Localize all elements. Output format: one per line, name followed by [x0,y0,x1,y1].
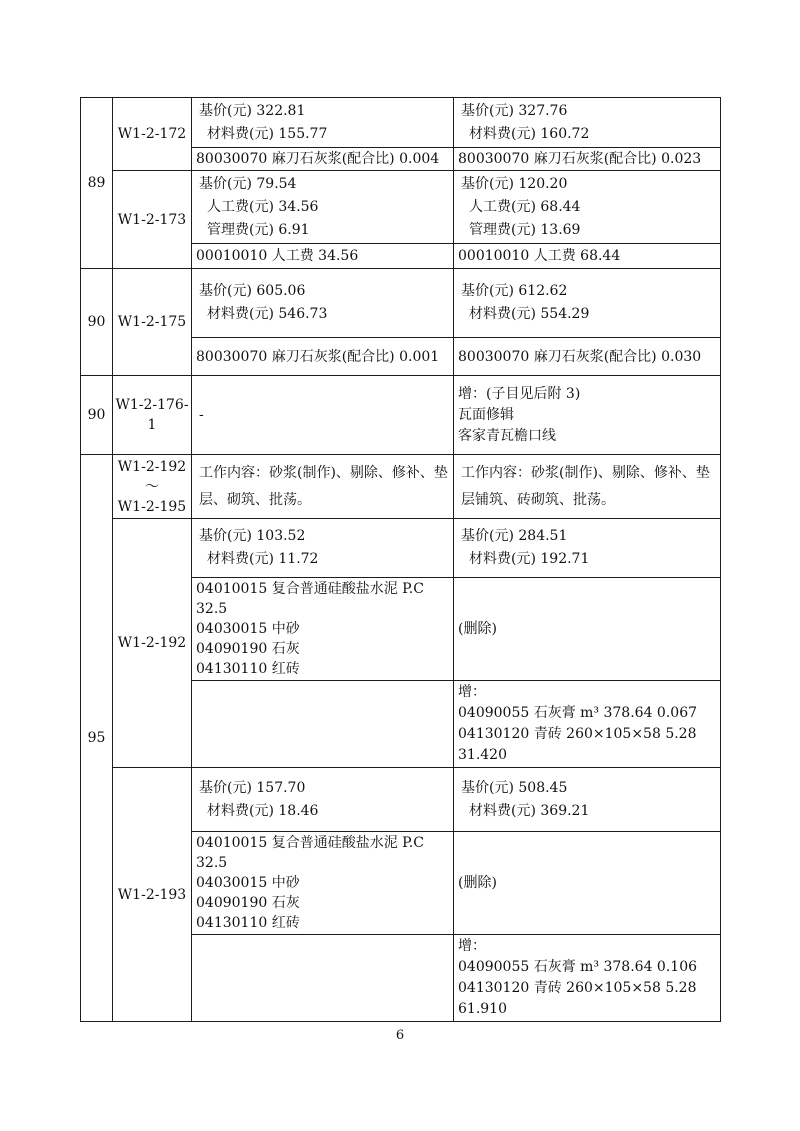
item-code-cell: W1-2-172 [113,98,192,171]
text-line: 61.910 [458,1001,507,1017]
text-line: 04130110 红砖 [196,915,300,931]
text-line: 人工费(元) 68.44 [469,198,581,215]
item-code-cell: W1-2-175 [113,269,192,376]
material-detail-cell-right [454,244,721,269]
text-line: 基价(元) 103.52 [199,528,306,544]
text-line: W1-2-192 [117,458,187,475]
item-code-cell: W1-2-192 [113,519,192,768]
text-line: W1-2-195 [117,498,187,515]
text-line: 04030015 中砂 [196,875,300,891]
text-line: 00010010 人工费 68.44 [458,248,621,264]
text-line: - [199,407,204,423]
page-number: 6 [395,1028,405,1043]
text-line: 基价(元) 327.76 [461,102,568,119]
text-line: 材料费(元) 554.29 [469,306,590,322]
revision-note-cell [454,376,721,455]
rate-table [80,97,721,1022]
text-line: 04030015 中砂 [196,621,300,637]
price-cell-left [192,269,454,338]
price-cell-right [454,269,721,338]
text-line: 瓦面修辑 [458,406,514,423]
text-line: 80030070 麻刀石灰浆(配合比) 0.004 [196,151,440,167]
text-line: 04130110 红砖 [196,661,300,677]
materials-list-cell-left [192,578,454,681]
material-detail-cell-left [192,244,454,269]
material-detail-cell-right [454,148,721,171]
text-line: 基价(元) 157.70 [199,779,306,796]
price-cell-right [454,171,721,244]
material-detail-cell-left [192,148,454,171]
text-line: 31.420 [458,747,507,763]
deleted-note-cell [454,832,721,935]
price-cell-left [192,519,454,578]
empty-cell [192,935,454,1022]
empty-cell [192,681,454,768]
placeholder-dash-cell [192,376,454,455]
text-line: (删除) [458,620,497,637]
text-line: 基价(元) 612.62 [461,283,568,299]
price-cell-right [454,519,721,578]
text-line: 基价(元) 508.45 [461,779,568,796]
text-line: (删除) [458,874,497,891]
price-cell-left [192,98,454,148]
materials-list-cell-left [192,832,454,935]
text-line: 基价(元) 79.54 [199,175,297,192]
text-line: 材料费(元) 546.73 [207,306,328,322]
text-line: 增： [458,684,486,700]
text-line: 基价(元) 120.20 [461,175,568,192]
text-line: 04090055 石灰膏 m³ 378.64 0.067 [458,705,698,721]
text-line: 基价(元) 605.06 [199,283,306,299]
text-line: 80030070 麻刀石灰浆(配合比) 0.023 [458,151,702,167]
text-line: 04090055 石灰膏 m³ 378.64 0.106 [458,959,698,975]
work-content-cell-right: 工作内容：砂浆(制作)、剔除、修补、垫层铺筑、砖砌筑、批荡。 [454,455,721,519]
text-line: 04010015 复合普通硅酸盐水泥 P.C 32.5 [196,835,424,871]
text-line: 增：(子目见后附 3) [458,385,581,402]
added-items-cell [454,935,721,1022]
text-line: 管理费(元) 13.69 [469,221,581,238]
price-cell-left [192,768,454,832]
price-cell-right [454,98,721,148]
text-line: 80030070 麻刀石灰浆(配合比) 0.001 [196,348,440,365]
row-number-cell: 95 [81,455,113,1022]
item-code-cell: W1-2-173 [113,171,192,269]
row-number-cell: 90 [81,376,113,455]
text-line: 材料费(元) 18.46 [207,802,319,819]
item-code-cell: W1-2-193 [113,768,192,1022]
work-content-cell-left: 工作内容：砂浆(制作)、剔除、修补、垫层、砌筑、批荡。 [192,455,454,519]
text-line: 04010015 复合普通硅酸盐水泥 P.C 32.5 [196,581,424,617]
text-line: 04130120 青砖 260×105×58 5.28 [458,726,697,742]
material-detail-cell-left [192,338,454,376]
text-line: 基价(元) 284.51 [461,528,568,544]
deleted-note-cell [454,578,721,681]
text-line: 客家青瓦檐口线 [458,427,556,444]
price-cell-right [454,768,721,832]
text-line: 材料费(元) 192.71 [469,551,590,567]
text-line: 材料费(元) 369.21 [469,802,590,819]
text-line: 材料费(元) 11.72 [207,551,319,567]
text-line: 增： [458,938,486,954]
item-code-cell: W1-2-176-1 [113,376,192,455]
text-line: ～ [145,478,159,495]
text-line: 04130120 青砖 260×105×58 5.28 [458,980,697,996]
row-number-cell: 89 [81,98,113,269]
text-line: 04090190 石灰 [196,895,300,911]
row-number-cell: 90 [81,269,113,376]
text-line: 人工费(元) 34.56 [207,198,319,215]
material-detail-cell-right [454,338,721,376]
added-items-cell [454,681,721,768]
text-line: 00010010 人工费 34.56 [196,248,359,264]
text-line: 基价(元) 322.81 [199,102,306,119]
text-line: 04090190 石灰 [196,641,300,657]
price-cell-left [192,171,454,244]
text-line: 材料费(元) 155.77 [207,125,328,142]
item-code-range-cell [113,455,192,519]
text-line: 材料费(元) 160.72 [469,125,590,142]
text-line: 80030070 麻刀石灰浆(配合比) 0.030 [458,348,702,365]
text-line: 管理费(元) 6.91 [207,221,310,238]
